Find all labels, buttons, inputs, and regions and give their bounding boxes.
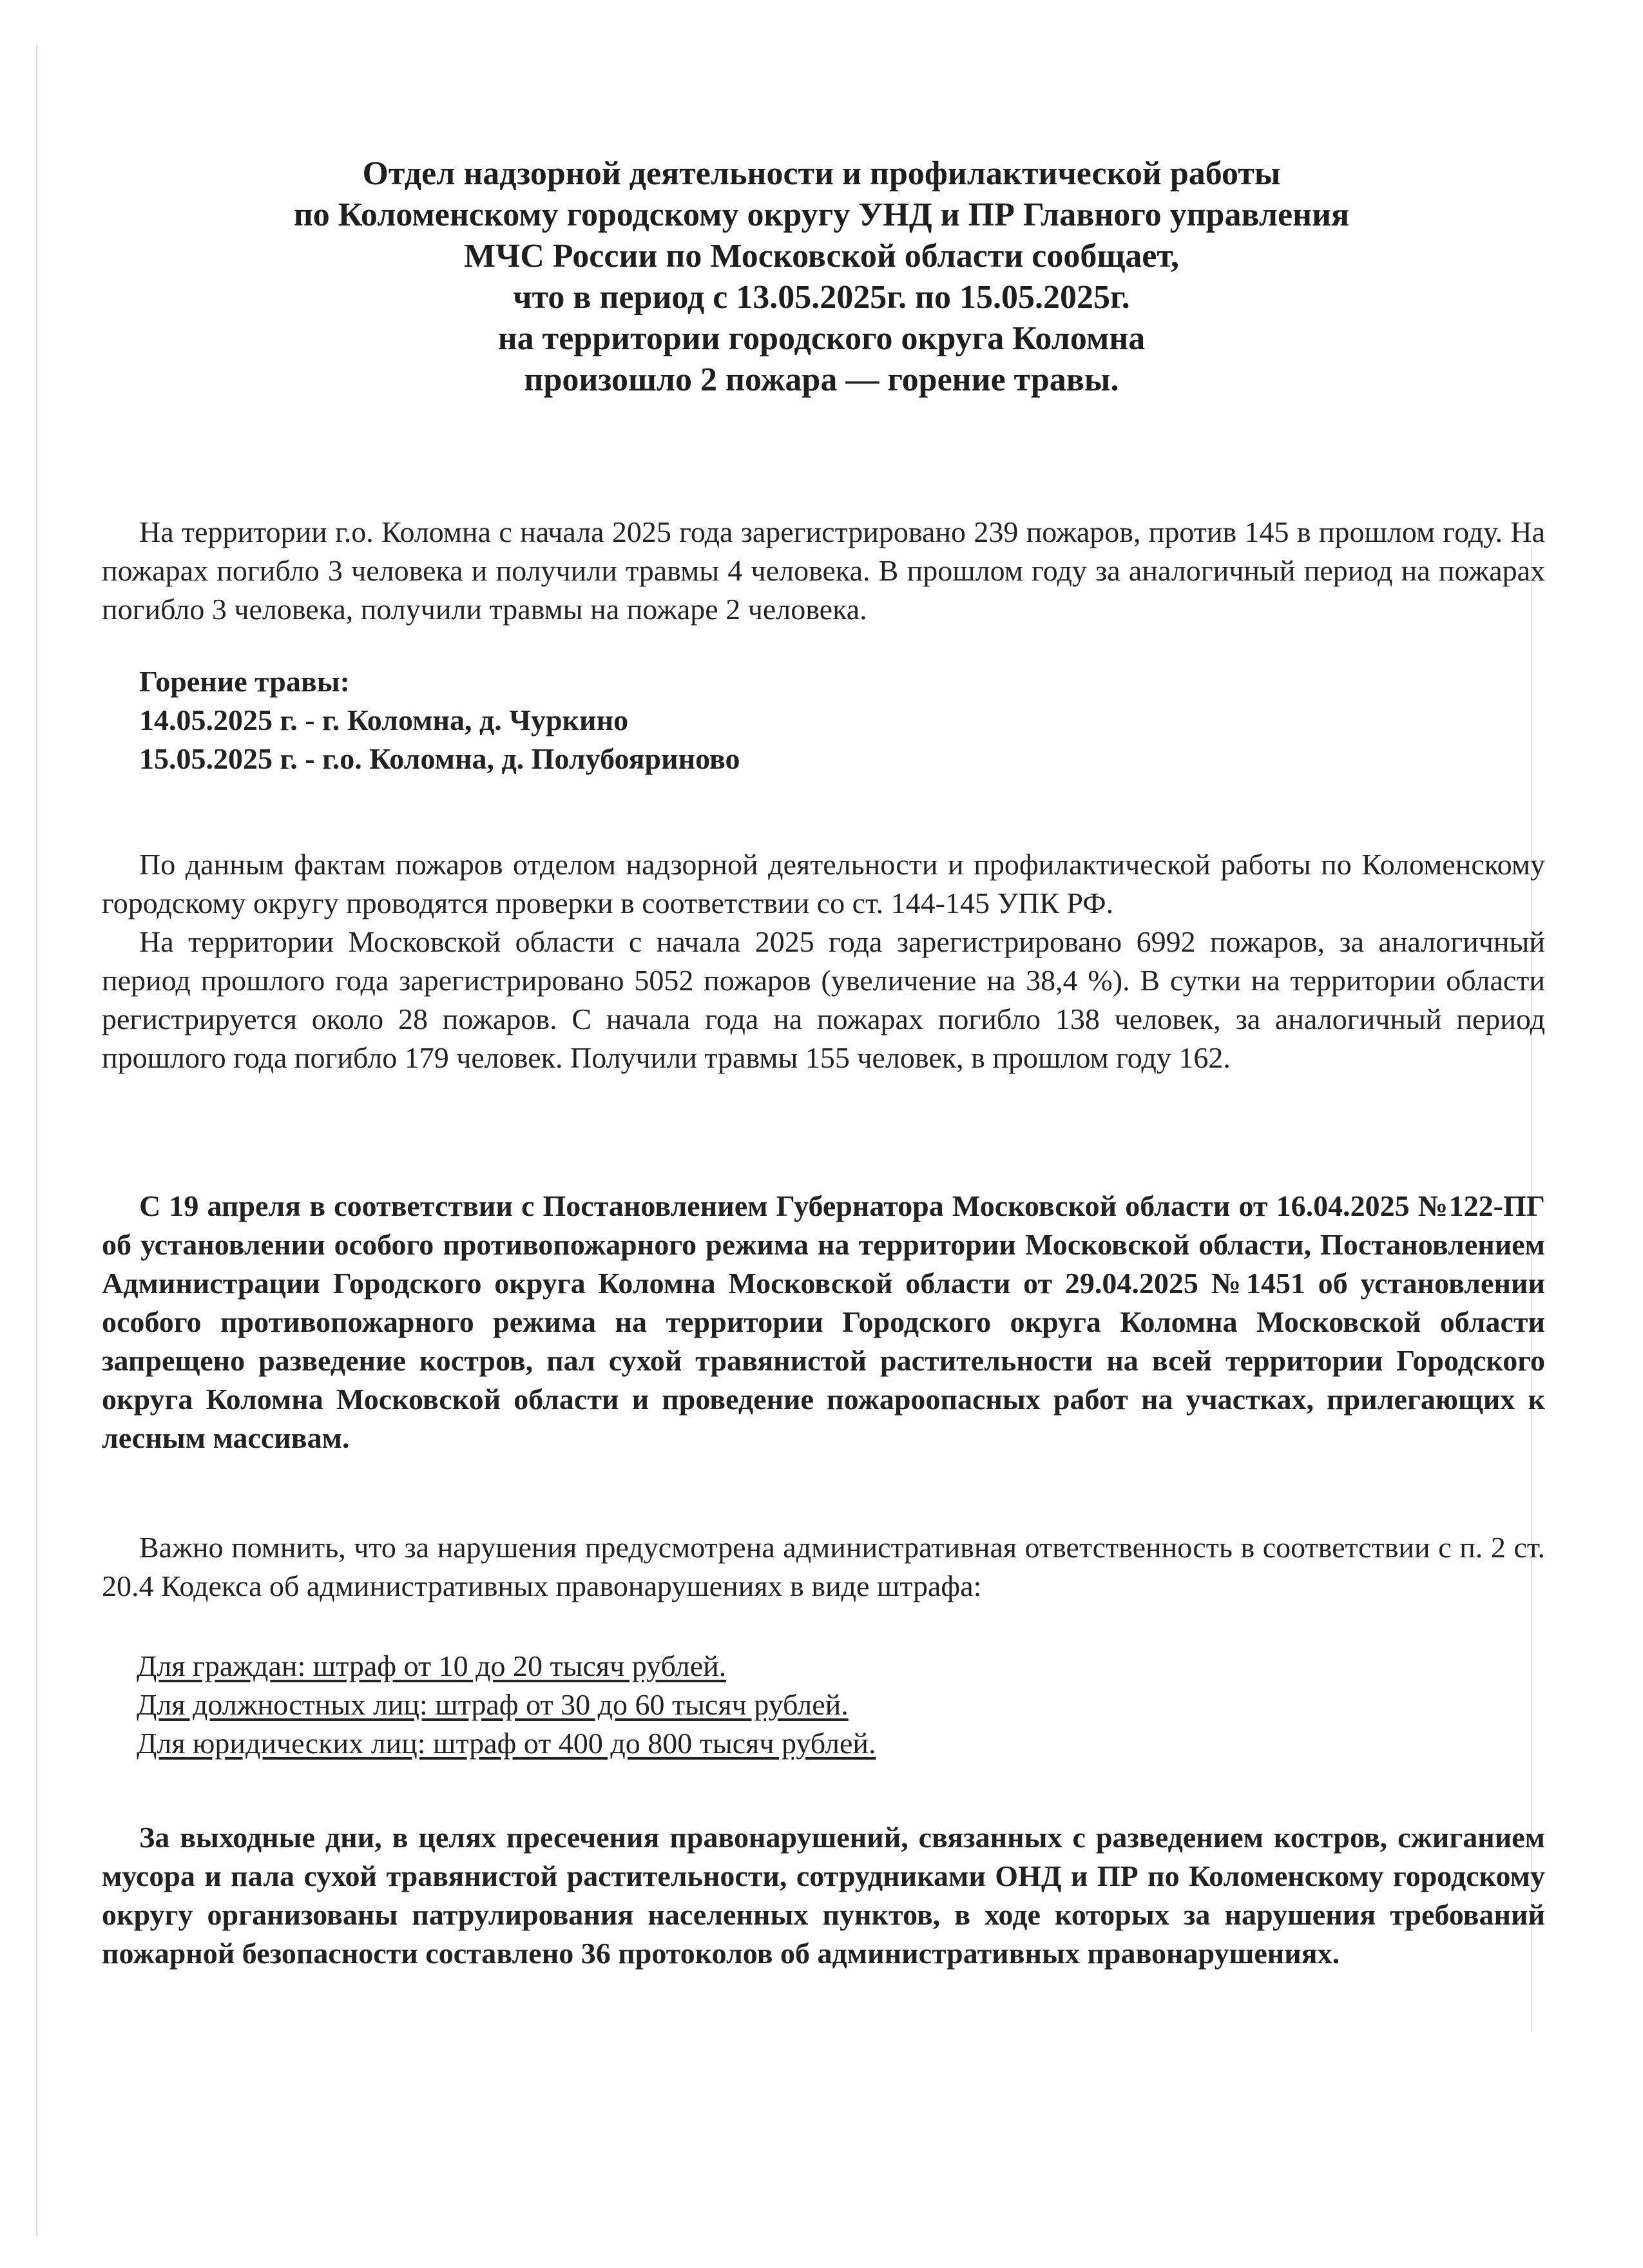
scan-artifact-left [36, 45, 37, 2236]
title-line: по Коломенскому городскому округу УНД и ПР Главного управления [293, 197, 1350, 233]
fine-item-citizens: Для граждан: штраф от 10 до 20 тысяч рублей. [137, 1649, 727, 1682]
fines-list [137, 1647, 1580, 1763]
checks-paragraph: По данным фактам пожаров отделом надзорной деятельности и профилактической работы по Коломенскому городскому округу проводятся проверки в соответствии со ст. 144-145 УПК РФ. [102, 848, 1545, 919]
document-title [193, 153, 1450, 401]
incidents-heading: Горение травы: [139, 665, 350, 698]
incident-item: 14.05.2025 г. - г. Коломна, д. Чуркино [139, 704, 629, 736]
title-line: произошло 2 пожара — горение травы. [524, 361, 1119, 398]
patrols-paragraph: За выходные дни, в целях пресечения правонарушений, связанных с разведением костров, сжиганием мусора и пала сухой травянистой растительности, сотрудниками ОНД и ПР по Коломенскому городскому округу организованы патрулирования населенных пунктов, в ходе которых за нарушения требований пожарной безопасности составлено 36 протоколов об административных правонарушениях. [102, 1821, 1545, 1970]
title-line: что в период с 13.05.2025г. по 15.05.2025г. [513, 279, 1130, 316]
fine-item-officials: Для должностных лиц: штраф от 30 до 60 тысяч рублей. [137, 1688, 849, 1721]
incident-item: 15.05.2025 г. - г.о. Коломна, д. Полубояриново [139, 742, 740, 775]
local-stats-section [102, 513, 1545, 629]
liability-section [102, 1528, 1545, 1606]
incidents-section [139, 662, 1582, 778]
regime-paragraph: С 19 апреля в соответствии с Постановлением Губернатора Московской области от 16.04.2025 №122-ПГ об установлении особого противопожарного режима на территории Московской области, Постановлением Администрации Городского округа Коломна Московской области от 29.04.2025 №1451 об установлении особого противопожарного режима на территории Городского округа Коломна Московской области запрещено разведение костров, пал сухой травянистой растительности на всей территории Городского округа Коломна Московской области и проведение пожароопасных работ на участках, прилегающих к лесным массивам. [102, 1189, 1545, 1454]
patrols-section [102, 1818, 1545, 1973]
fine-item-legal-entities: Для юридических лиц: штраф от 400 до 800 тысяч рублей. [137, 1727, 876, 1760]
title-line: МЧС России по Московской области сообщает, [464, 238, 1179, 274]
title-line: Отдел надзорной деятельности и профилактической работы [362, 155, 1281, 192]
regime-section [102, 1187, 1545, 1457]
region-stats-paragraph: На территории Московской области с начала 2025 года зарегистрировано 6992 пожаров, за аналогичный период прошлого года зарегистрировано 5052 пожаров (увеличение на 38,4 %). В сутки на территории области регистрируется около 28 пожаров. С начала года на пожарах погибло 138 человек, за аналогичный период прошлого года погибло 179 человек. Получили травмы 155 человек, в прошлом году 162. [102, 925, 1545, 1074]
liability-paragraph: Важно помнить, что за нарушения предусмотрена административная ответственность в соответствии с п. 2 ст. 20.4 Кодекса об административных правонарушениях в виде штрафа: [102, 1531, 1545, 1602]
title-line: на территории городского округа Коломна [497, 320, 1146, 357]
local-stats-paragraph: На территории г.о. Коломна с начала 2025 года зарегистрировано 239 пожаров, против 145 в прошлом году. На пожарах погибло 3 человека и получили травмы 4 человека. В прошлом году за аналогичный период на пожарах погибло 3 человека, получили травмы на пожаре 2 человека. [102, 515, 1545, 626]
region-section [102, 845, 1545, 1077]
